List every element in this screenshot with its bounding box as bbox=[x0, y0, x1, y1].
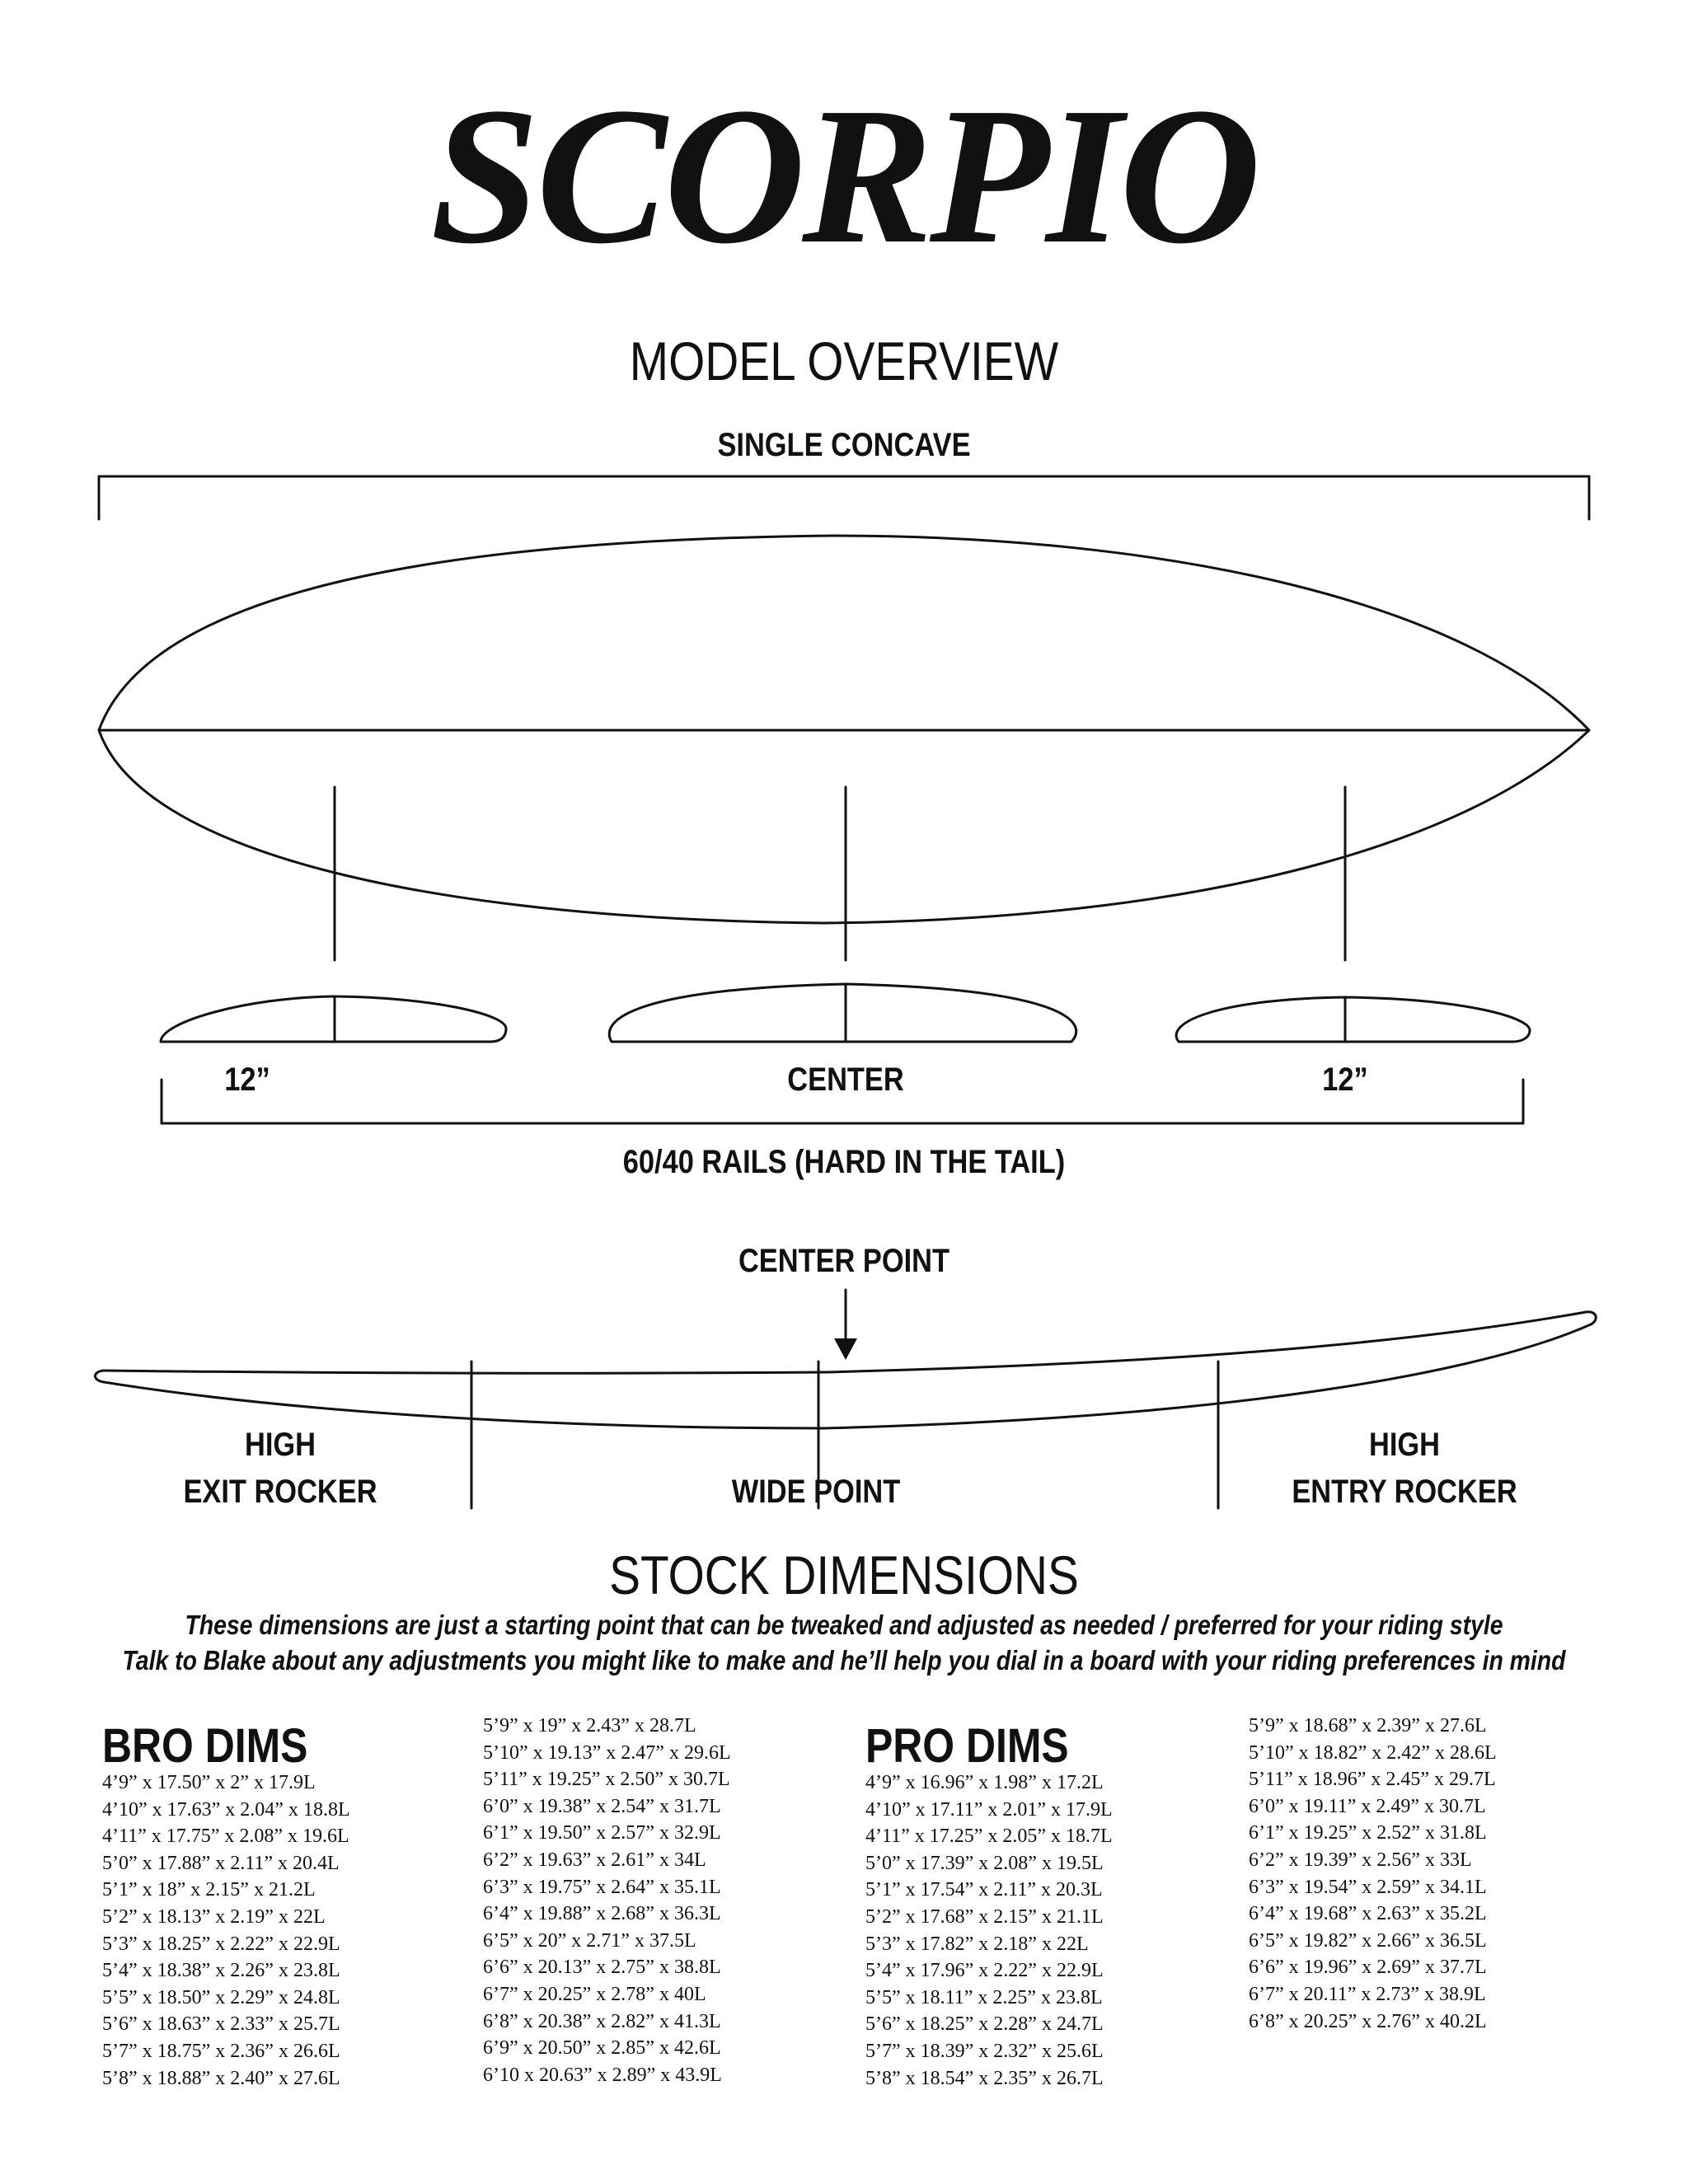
dims-row: 5’4” x 18.38” x 2.26” x 23.8L bbox=[102, 1960, 340, 1982]
dims-row: 5’0” x 17.88” x 2.11” x 20.4L bbox=[102, 1852, 340, 1874]
dims-row: 6’1” x 19.25” x 2.52” x 31.8L bbox=[1249, 1822, 1487, 1844]
rail-label-center: CENTER bbox=[787, 1062, 904, 1098]
dims-row: 6’3” x 19.75” x 2.64” x 35.1L bbox=[483, 1876, 721, 1898]
dims-row: 6’9” x 20.50” x 2.85” x 42.6L bbox=[483, 2037, 721, 2060]
dims-row: 5’6” x 18.25” x 2.28” x 24.7L bbox=[865, 2013, 1104, 2036]
dims-row: 6’2” x 19.63” x 2.61” x 34L bbox=[483, 1849, 706, 1871]
arrow-head-icon bbox=[834, 1338, 857, 1360]
dims-row: 6’10 x 20.63” x 2.89” x 43.9L bbox=[483, 2064, 722, 2086]
brand-title: SCORPIO bbox=[430, 68, 1258, 284]
dims-row: 5’9” x 19” x 2.43” x 28.7L bbox=[483, 1715, 696, 1736]
dims-row: 4’10” x 17.63” x 2.04” x 18.8L bbox=[102, 1798, 350, 1821]
overview-bracket bbox=[99, 476, 1589, 519]
dims-row: 4’9” x 16.96” x 1.98” x 17.2L bbox=[865, 1772, 1104, 1793]
dims-row: 5’8” x 18.54” x 2.35” x 26.7L bbox=[865, 2067, 1104, 2089]
dims-row: 5’4” x 17.96” x 2.22” x 22.9L bbox=[865, 1960, 1104, 1982]
dims-row: 6’3” x 19.54” x 2.59” x 34.1L bbox=[1249, 1876, 1487, 1898]
rails-caption: 60/40 RAILS (HARD IN THE TAIL) bbox=[622, 1144, 1066, 1180]
dims-row: 6’8” x 20.25” x 2.76” x 40.2L bbox=[1249, 2010, 1487, 2032]
dims-row: 6’5” x 20” x 2.71” x 37.5L bbox=[483, 1929, 696, 1952]
bottom-contour-label: SINGLE CONCAVE bbox=[717, 427, 971, 463]
bro-dims-title: BRO DIMS bbox=[102, 1719, 308, 1773]
dims-row: 6’4” x 19.88” x 2.68” x 36.3L bbox=[483, 1903, 721, 1925]
dims-row: 6’0” x 19.38” x 2.54” x 31.7L bbox=[483, 1795, 721, 1817]
dims-row: 6’1” x 19.50” x 2.57” x 32.9L bbox=[483, 1822, 721, 1844]
dims-row: 5’9” x 18.68” x 2.39” x 27.6L bbox=[1249, 1715, 1487, 1736]
dims-row: 4’11” x 17.75” x 2.08” x 19.6L bbox=[102, 1825, 349, 1848]
rail-section-tail bbox=[161, 996, 506, 1042]
entry-rocker-label-line1: HIGH bbox=[1369, 1427, 1440, 1463]
pro-dims-list-2 bbox=[1249, 1713, 1497, 2035]
dims-row: 5’7” x 18.75” x 2.36” x 26.6L bbox=[102, 2040, 340, 2062]
rail-label-nose: 12” bbox=[1322, 1062, 1368, 1098]
dims-row: 6’8” x 20.38” x 2.82” x 41.3L bbox=[483, 2010, 721, 2032]
dims-row: 4’11” x 17.25” x 2.05” x 18.7L bbox=[865, 1825, 1113, 1848]
center-point-label: CENTER POINT bbox=[738, 1243, 950, 1279]
dims-row: 6’6” x 19.96” x 2.69” x 37.7L bbox=[1249, 1957, 1487, 1979]
dims-row: 6’7” x 20.11” x 2.73” x 38.9L bbox=[1249, 1983, 1486, 2005]
dims-row: 4’9” x 17.50” x 2” x 17.9L bbox=[102, 1772, 316, 1793]
dims-row: 5’2” x 17.68” x 2.15” x 21.1L bbox=[865, 1905, 1104, 1928]
dims-row: 6’6” x 20.13” x 2.75” x 38.8L bbox=[483, 1957, 721, 1979]
dims-row: 5’5” x 18.11” x 2.25” x 23.8L bbox=[865, 1986, 1103, 2008]
dims-row: 5’5” x 18.50” x 2.29” x 24.8L bbox=[102, 1986, 340, 2008]
dims-row: 6’7” x 20.25” x 2.78” x 40L bbox=[483, 1983, 706, 2005]
rail-label-tail: 12” bbox=[224, 1062, 270, 1098]
entry-rocker-label-line2: ENTRY ROCKER bbox=[1292, 1474, 1517, 1510]
dims-row: 5’1” x 18” x 2.15” x 21.2L bbox=[102, 1879, 316, 1901]
note-line-1: These dimensions are just a starting point that can be tweaked and adjusted as needed / preferred for your riding style bbox=[185, 1610, 1503, 1640]
dims-row: 6’0” x 19.11” x 2.49” x 30.7L bbox=[1249, 1795, 1486, 1817]
exit-rocker-label-line2: EXIT ROCKER bbox=[183, 1474, 377, 1510]
bro-dims-list-1 bbox=[102, 1769, 350, 2092]
rail-section-nose bbox=[1176, 997, 1530, 1042]
dims-row: 5’10” x 18.82” x 2.42” x 28.6L bbox=[1249, 1741, 1497, 1764]
exit-rocker-label-line1: HIGH bbox=[245, 1427, 316, 1463]
pro-dims-title: PRO DIMS bbox=[865, 1719, 1069, 1773]
stock-dimensions-heading: STOCK DIMENSIONS bbox=[609, 1544, 1079, 1605]
dims-row: 5’2” x 18.13” x 2.19” x 22L bbox=[102, 1905, 326, 1928]
dims-row: 5’11” x 18.96” x 2.45” x 29.7L bbox=[1249, 1769, 1496, 1791]
dims-row: 5’1” x 17.54” x 2.11” x 20.3L bbox=[865, 1879, 1103, 1901]
dims-row: 6’4” x 19.68” x 2.63” x 35.2L bbox=[1249, 1903, 1487, 1925]
board-outline bbox=[99, 536, 1589, 923]
wide-point-label: WIDE POINT bbox=[731, 1474, 901, 1510]
dims-row: 5’8” x 18.88” x 2.40” x 27.6L bbox=[102, 2067, 340, 2089]
bro-dims-list-2 bbox=[483, 1713, 731, 2088]
dims-row: 6’5” x 19.82” x 2.66” x 36.5L bbox=[1249, 1929, 1487, 1952]
pro-dims-list-1 bbox=[865, 1769, 1113, 2092]
dims-row: 5’3” x 18.25” x 2.22” x 22.9L bbox=[102, 1933, 340, 1955]
dims-row: 5’6” x 18.63” x 2.33” x 25.7L bbox=[102, 2013, 340, 2036]
note-line-2: Talk to Blake about any adjustments you might like to make and he’ll help you dial in a board with your riding preferences in mind bbox=[122, 1645, 1566, 1675]
model-overview-heading: MODEL OVERVIEW bbox=[629, 330, 1059, 391]
dims-row: 5’7” x 18.39” x 2.32” x 25.6L bbox=[865, 2040, 1104, 2062]
rail-section-center bbox=[609, 984, 1076, 1042]
dims-row: 6’2” x 19.39” x 2.56” x 33L bbox=[1249, 1849, 1472, 1871]
dims-row: 5’0” x 17.39” x 2.08” x 19.5L bbox=[865, 1852, 1104, 1874]
dims-row: 5’10” x 19.13” x 2.47” x 29.6L bbox=[483, 1741, 731, 1764]
dims-row: 5’11” x 19.25” x 2.50” x 30.7L bbox=[483, 1769, 730, 1791]
dims-row: 4’10” x 17.11” x 2.01” x 17.9L bbox=[865, 1798, 1113, 1821]
dims-row: 5’3” x 17.82” x 2.18” x 22L bbox=[865, 1933, 1089, 1955]
